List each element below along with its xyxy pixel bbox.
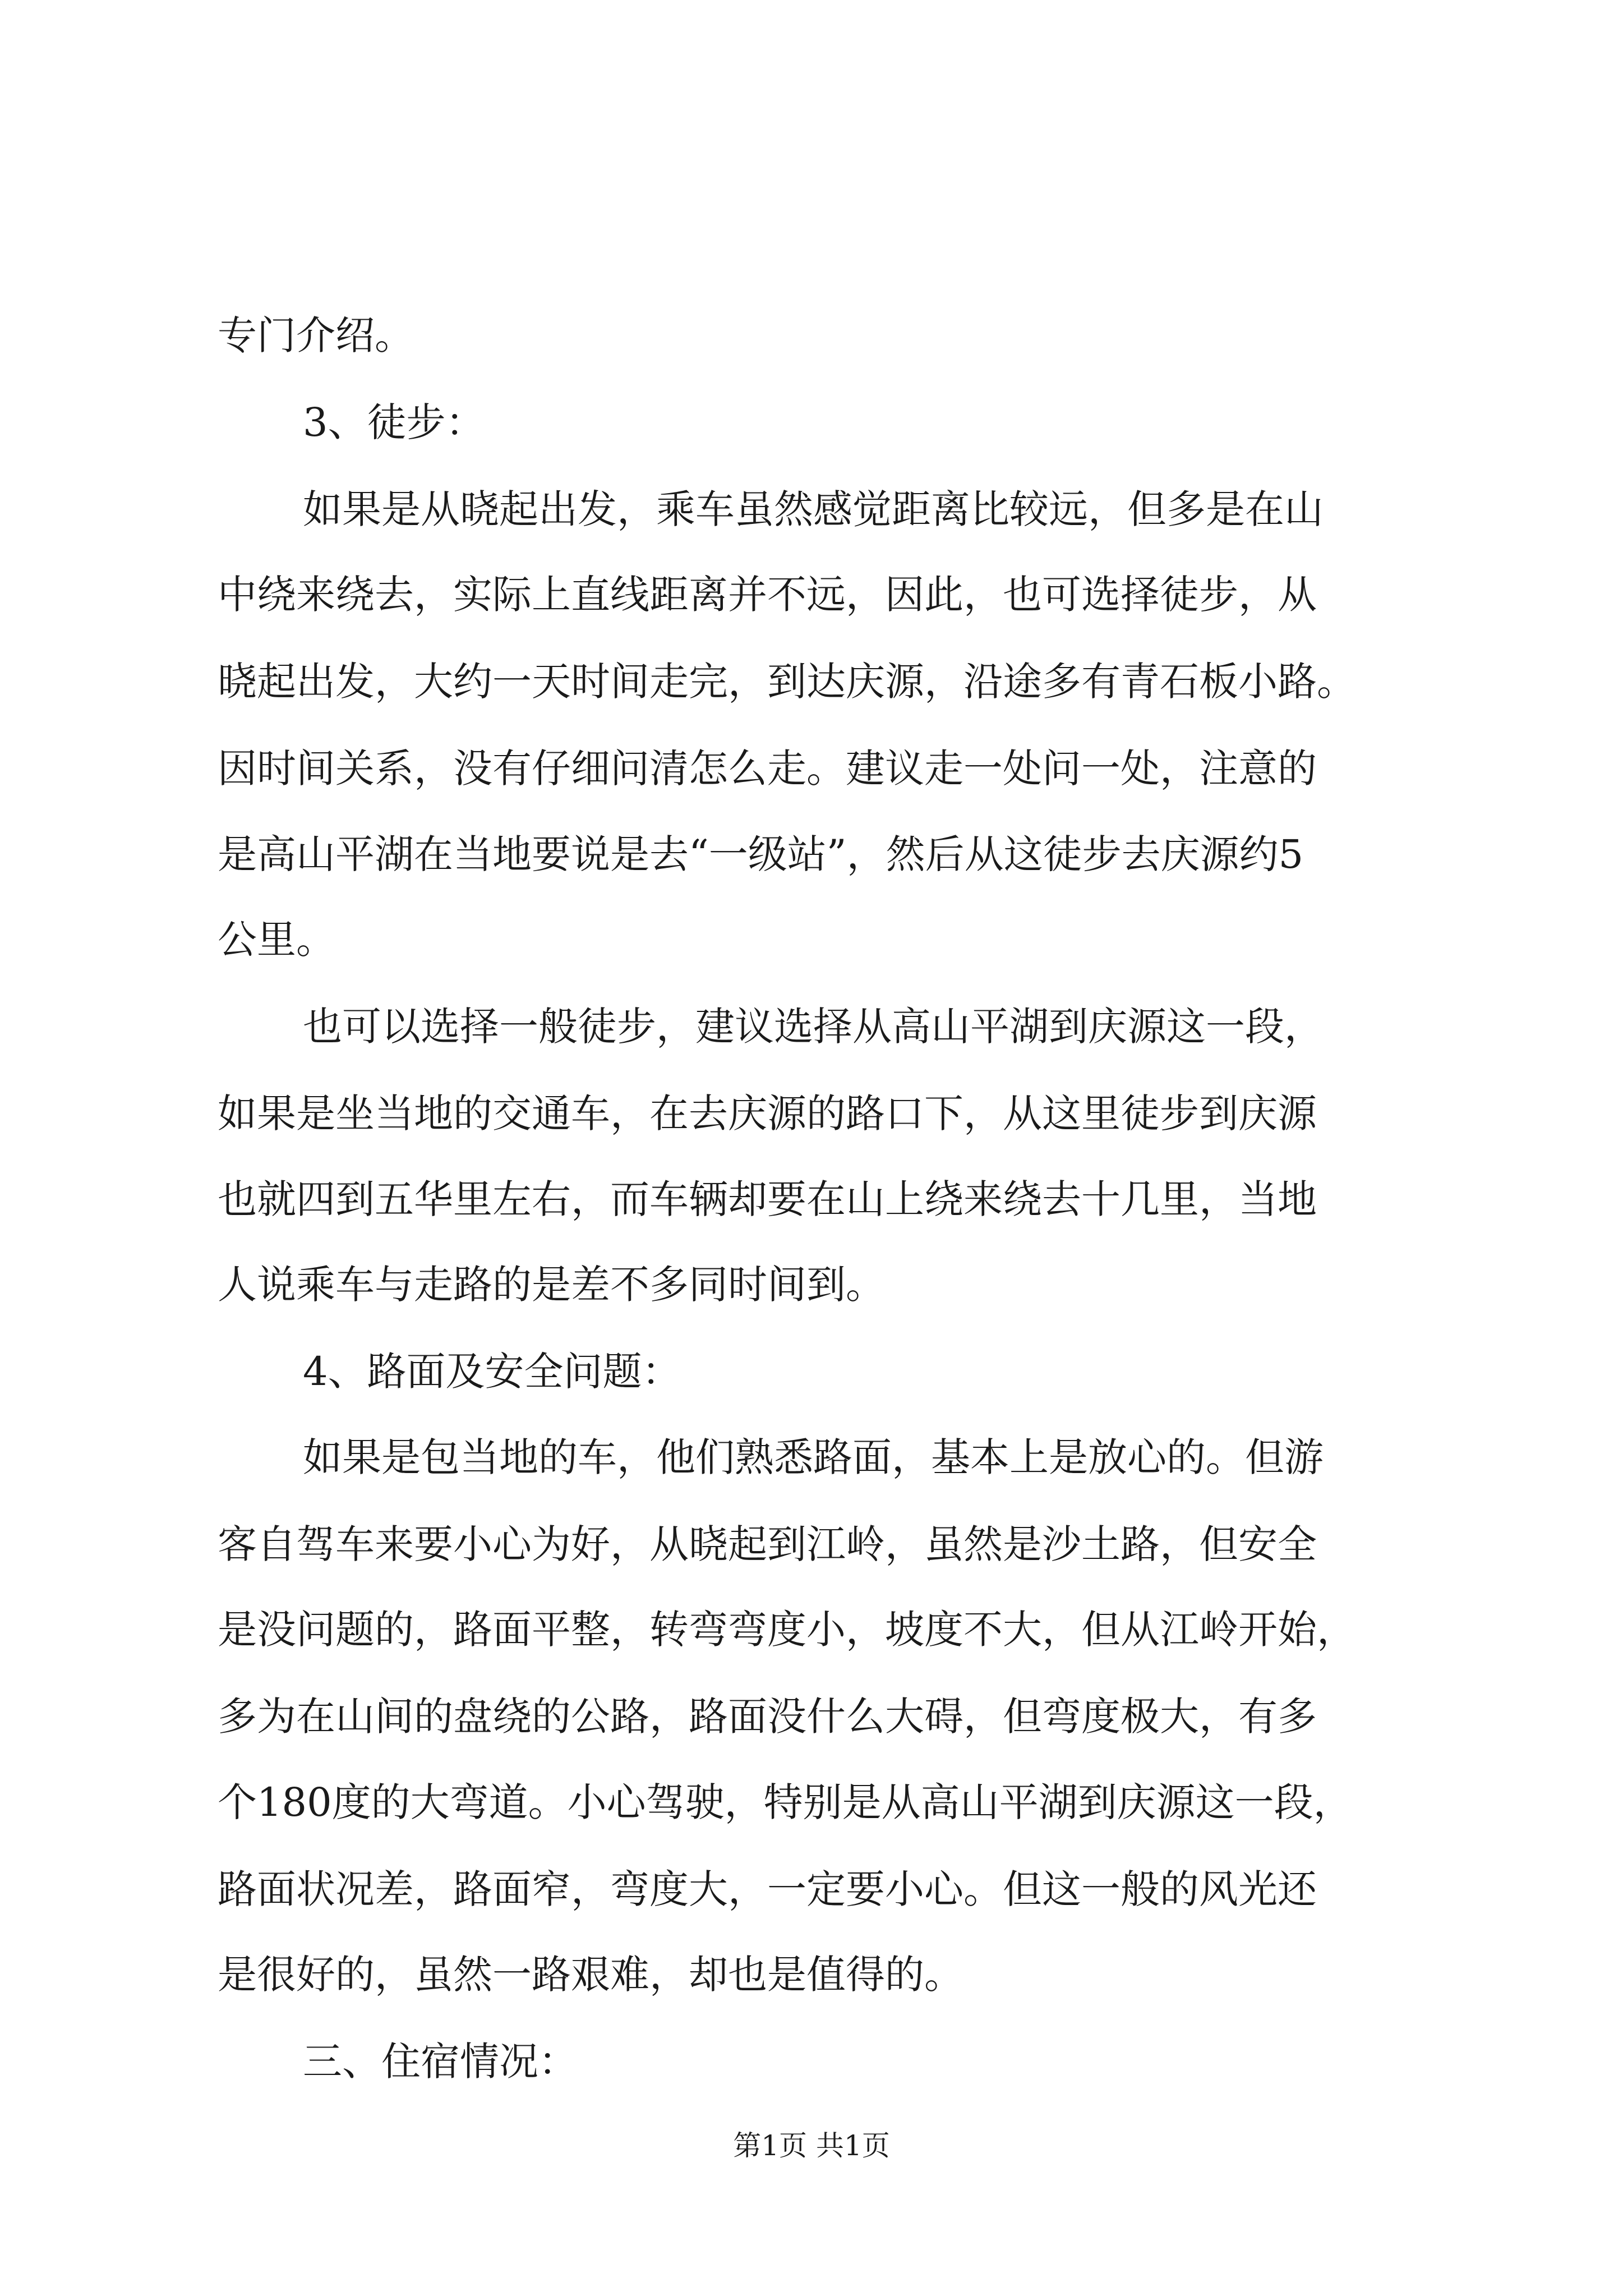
section-heading: 4、路面及安全问题： [303, 1349, 681, 1395]
text-line: 如果是坐当地的交通车，在去庆源的路口下，从这里徒步到庆源 [218, 1091, 1317, 1137]
text-line: 中绕来绕去，实际上直线距离并不远，因此，也可选择徒步，从 [218, 572, 1317, 618]
text-line: 公里。 [218, 917, 335, 963]
text-line: 路面状况差，路面窄，弯度大，一定要小心。但这一般的风光还 [218, 1866, 1317, 1912]
text-line: 如果是从晓起出发，乘车虽然感觉距离比较远，但多是在山 [303, 486, 1324, 532]
text-line: 如果是包当地的车，他们熟悉路面，基本上是放心的。但游 [303, 1434, 1324, 1480]
text-line: 客自驾车来要小心为好，从晓起到江岭，虽然是沙土路，但安全 [218, 1521, 1317, 1567]
text-line: 也就四到五华里左右，而车辆却要在山上绕来绕去十几里，当地 [218, 1176, 1317, 1222]
text-line: 是很好的，虽然一路艰难，却也是值得的。 [218, 1952, 963, 1998]
text-line: 因时间关系，没有仔细问清怎么走。建议走一处问一处，注意的 [218, 746, 1317, 792]
text-line: 也可以选择一般徒步，建议选择从高山平湖到庆源这一段， [303, 1004, 1324, 1050]
text-line: 专门介绍。 [218, 312, 414, 358]
text-line: 多为在山间的盘绕的公路，路面没什么大碍，但弯度极大，有多 [218, 1694, 1317, 1740]
text-line: 个180度的大弯道。小心驾驶，特别是从高山平湖到庆源这一段， [218, 1779, 1353, 1825]
text-line: 人说乘车与走路的是差不多同时间到。 [218, 1262, 885, 1308]
text-line: 是没问题的，路面平整，转弯弯度小，坡度不大，但从江岭开始， [218, 1607, 1356, 1653]
section-heading: 三、住宿情况： [303, 2039, 578, 2085]
text-line: 晓起出发，大约一天时间走完，到达庆源，沿途多有青石板小路。 [218, 659, 1356, 705]
page-footer: 第1页 共1页 [733, 2129, 890, 2162]
text-line: 是高山平湖在当地要说是去“一级站”，然后从这徒步去庆源约5 [218, 831, 1304, 877]
section-heading: 3、徒步： [303, 399, 485, 445]
